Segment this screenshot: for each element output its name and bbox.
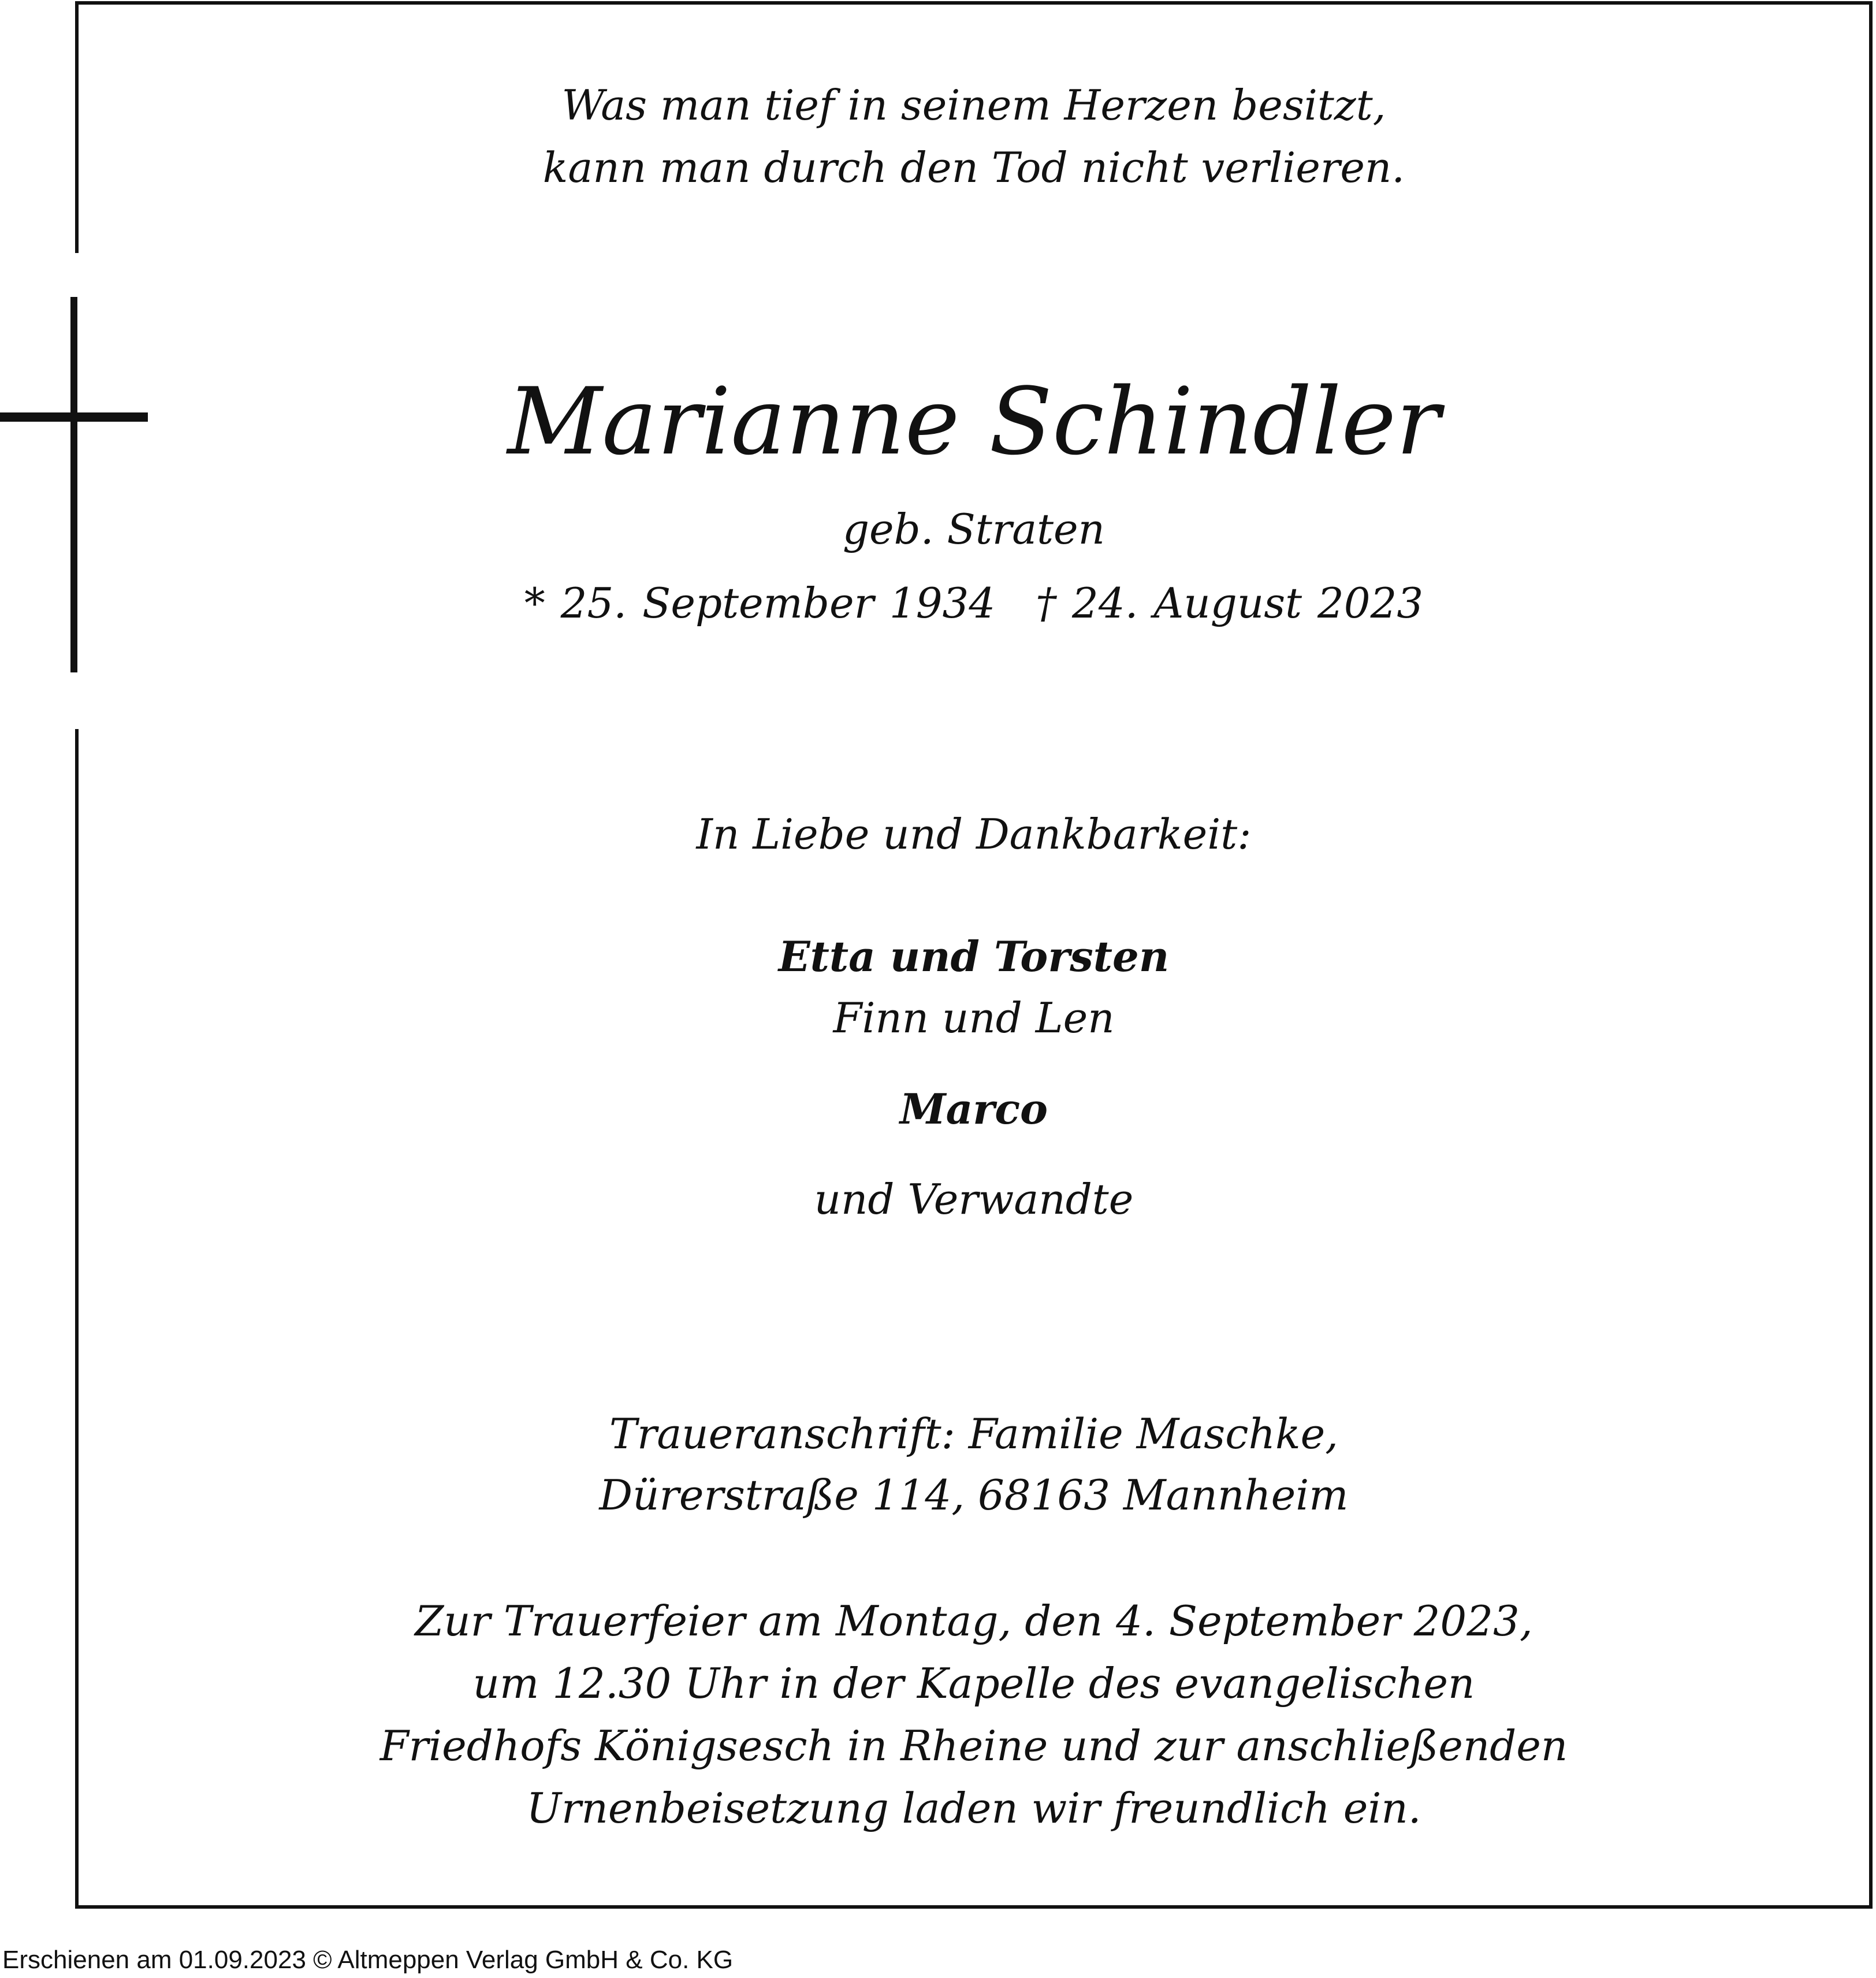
deceased-name: Marianne Schindler — [507, 367, 1440, 475]
life-dates — [79, 579, 1869, 627]
service-line-1: Zur Trauerfeier am Montag, den 4. September 2023, — [415, 1597, 1533, 1645]
mourning-address-line-2: Dürerstraße 114, 68163 Mannheim — [599, 1471, 1349, 1519]
thanks-intro: In Liebe und Dankbarkeit: — [696, 810, 1252, 858]
frame-bottom-border — [75, 1905, 1873, 1909]
publication-footer: Erschienen am 01.09.2023 © Altmeppen Verlag GmbH & Co. KG — [2, 1946, 734, 1974]
mourner-group-1-primary: Etta und Torsten — [778, 932, 1170, 981]
service-line-2: um 12.30 Uhr in der Kapelle des evangelischen — [472, 1659, 1475, 1708]
service-line-3: Friedhofs Königsesch in Rheine und zur anschließenden — [379, 1722, 1568, 1770]
frame-left-border-upper — [75, 1, 79, 253]
mourner-group-1-secondary: Finn und Len — [833, 994, 1115, 1042]
frame-right-border — [1869, 1, 1873, 1909]
motto-line-2: kann man durch den Tod nicht verlieren. — [542, 143, 1405, 192]
mourning-address-line-1: Traueranschrift: Familie Maschke, — [609, 1410, 1339, 1458]
maiden-name: geb. Straten — [842, 505, 1106, 553]
frame-top-border — [75, 1, 1873, 5]
motto-line-1: Was man tief in seinem Herzen besitzt, — [561, 81, 1386, 129]
relatives-line: und Verwandte — [814, 1175, 1134, 1224]
mourner-group-2-primary: Marco — [899, 1084, 1048, 1133]
service-line-4: Urnenbeisetzung laden wir freundlich ein. — [526, 1784, 1421, 1832]
death-date: † 24. August 2023 — [1036, 579, 1424, 627]
birth-date: * 25. September 1934 — [524, 579, 996, 627]
